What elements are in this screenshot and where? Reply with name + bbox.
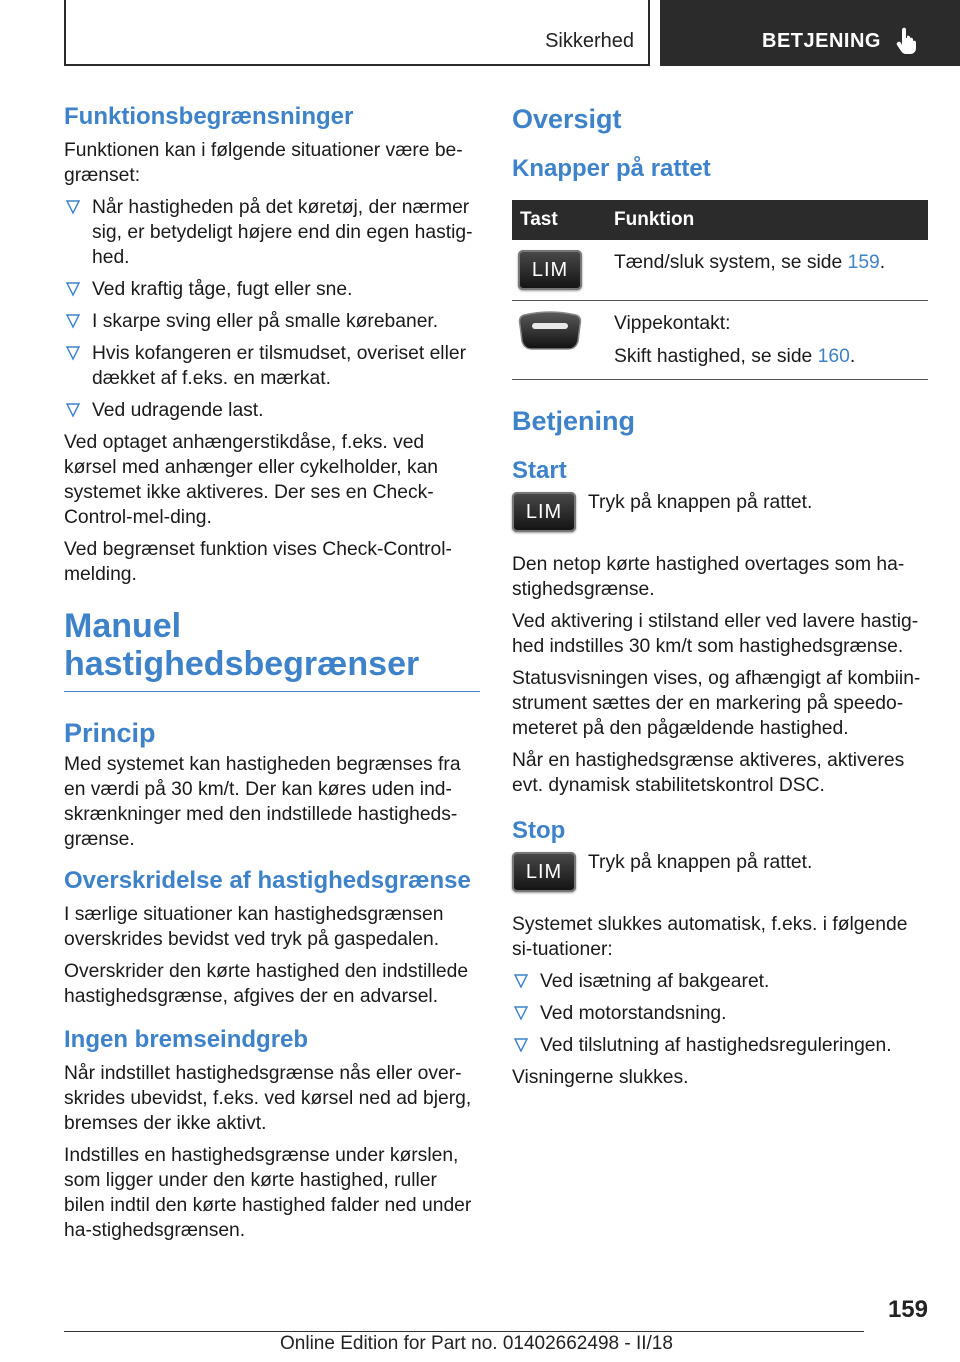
list-item: Hvis kofangeren er tilsmudset, overiset eller dækket af f.eks. en mærkat. [64,341,480,391]
section-title [64,607,480,692]
section-title-line-1: Manuel [64,607,182,645]
start-paragraph-2: Ved aktivering i stilstand eller ved lavere hastig-hed indstilles 30 km/t som hastighedsgrænse. [512,611,919,657]
triangle-bullet-icon [514,1037,528,1053]
over-heading: Overskridelse af hastighedsgrænse [64,867,471,894]
triangle-bullet-icon [514,973,528,989]
stop-instruction [512,852,928,900]
list-item: Ved udragende last. [64,398,480,423]
brake-paragraph-2: Indstilles en hastighedsgrænse under kørslen, som ligger under den kørte hastighed, ruller bilen indtil den kørte hastighed falder ned under ha-stighedsgrænsen. [64,1145,472,1241]
buttons-table [512,200,928,380]
header-chapter-tab [660,0,960,66]
over-paragraph-2: Overskrider den kørte hastighed den indstillede hastighedsgrænse, afgives der en advarsel. [64,961,469,1007]
betjening-heading: Betjening [512,406,636,436]
header-chapter-label: BETJENING [762,30,881,52]
lim-button-icon: LIM [512,852,576,892]
page-link-159[interactable]: 159 [847,252,880,273]
pointing-hand-icon [896,26,920,54]
start-instruction [512,492,928,540]
start-heading: Start [512,457,567,484]
header-section-tab [64,0,650,66]
list-item: Ved tilslutning af hastighedsreguleringen. [512,1033,928,1058]
list-item: Ved motorstandsning. [512,1001,928,1026]
brake-heading: Ingen bremseindgreb [64,1026,309,1053]
knapper-heading: Knapper på rattet [512,155,711,182]
stop-paragraph-2: Visningerne slukkes. [512,1067,689,1088]
start-paragraph-1: Den netop kørte hastighed overtages som ha-stighedsgrænse. [512,554,905,600]
over-paragraph-1: I særlige situationer kan hastighedsgrænsen overskrides bevidst ved tryk på gaspedalen. [64,904,444,950]
table-row [512,240,928,301]
page-number: 159 [887,1296,928,1323]
start-paragraph-3: Statusvisningen vises, og afhængigt af kombiin-strument sættes der en markering på speedo-meteret på den pågældende hastighed. [512,668,921,739]
start-paragraph-4: Når en hastighedsgrænse aktiveres, aktiveres evt. dynamisk stabilitetskontrol DSC. [512,750,905,796]
list-item: Når hastigheden på det køretøj, der nærmer sig, er betydeligt højere end din egen hastig-hed. [64,195,480,270]
right-column [512,100,928,1097]
func-paragraph-2: Ved begrænset funktion vises Check-Control-melding. [64,539,452,585]
lim-button-icon: LIM [518,250,582,290]
lim-button-icon: LIM [512,492,576,532]
list-item: Ved isætning af bakgearet. [512,969,928,994]
table-cell-icon [512,301,606,380]
triangle-bullet-icon [66,313,80,329]
rocker-switch-icon [518,311,582,351]
triangle-bullet-icon [66,281,80,297]
list-item: Ved kraftig tåge, fugt eller sne. [64,277,480,302]
table-cell-function: Vippekontakt: Skift hastighed, se side 160. [606,301,928,380]
table-row [512,301,928,380]
footer-edition: Online Edition for Part no. 01402662498 - II/18 [280,1333,673,1354]
stop-heading: Stop [512,817,566,844]
stop-instruction-text: Tryk på knappen på rattet. [588,852,813,873]
table-cell-function: Tænd/sluk system, se side 159. [606,240,928,301]
header-section-label: Sikkerhed [545,30,634,52]
triangle-bullet-icon [66,345,80,361]
triangle-bullet-icon [514,1005,528,1021]
table-header-function: Funktion [606,200,928,240]
stop-paragraph-1: Systemet slukkes automatisk, f.eks. i følgende si-tuationer: [512,914,908,960]
oversigt-heading: Oversigt [512,104,622,134]
brake-paragraph-1: Når indstillet hastighedsgrænse nås eller over-skrides ubevidst, f.eks. ved kørsel ned ad bjerg, bremses der ikke aktivt. [64,1063,472,1134]
table-cell-icon [512,240,606,301]
triangle-bullet-icon [66,402,80,418]
page-link-160[interactable]: 160 [817,346,850,367]
princip-text: Med systemet kan hastigheden begrænses fra en værdi på 30 km/t. Der kan køres uden ind-skrænkninger med den indstillede hastigheds-grænse. [64,754,461,850]
func-heading: Funktionsbegrænsninger [64,103,354,130]
func-intro: Funktionen kan i følgende situationer være be-grænset: [64,140,463,186]
func-list [64,195,480,423]
start-instruction-text: Tryk på knappen på rattet. [588,492,813,513]
list-item: I skarpe sving eller på smalle kørebaner. [64,309,480,334]
table-header-key: Tast [512,200,606,240]
princip-heading: Princip [64,718,156,748]
stop-list [512,969,928,1058]
rocker-label: Vippekontakt: [614,313,731,334]
section-title-line-2: hastighedsbegrænser [64,645,420,683]
func-paragraph-1: Ved optaget anhængerstikdåse, f.eks. ved kørsel med anhænger eller cykelholder, kan systemet ikke aktiveres. Der ses en Check-Control-mel-ding. [64,432,439,528]
table-header-row [512,200,928,240]
footer-divider [64,1331,864,1332]
triangle-bullet-icon [66,199,80,215]
left-column [64,100,480,1250]
